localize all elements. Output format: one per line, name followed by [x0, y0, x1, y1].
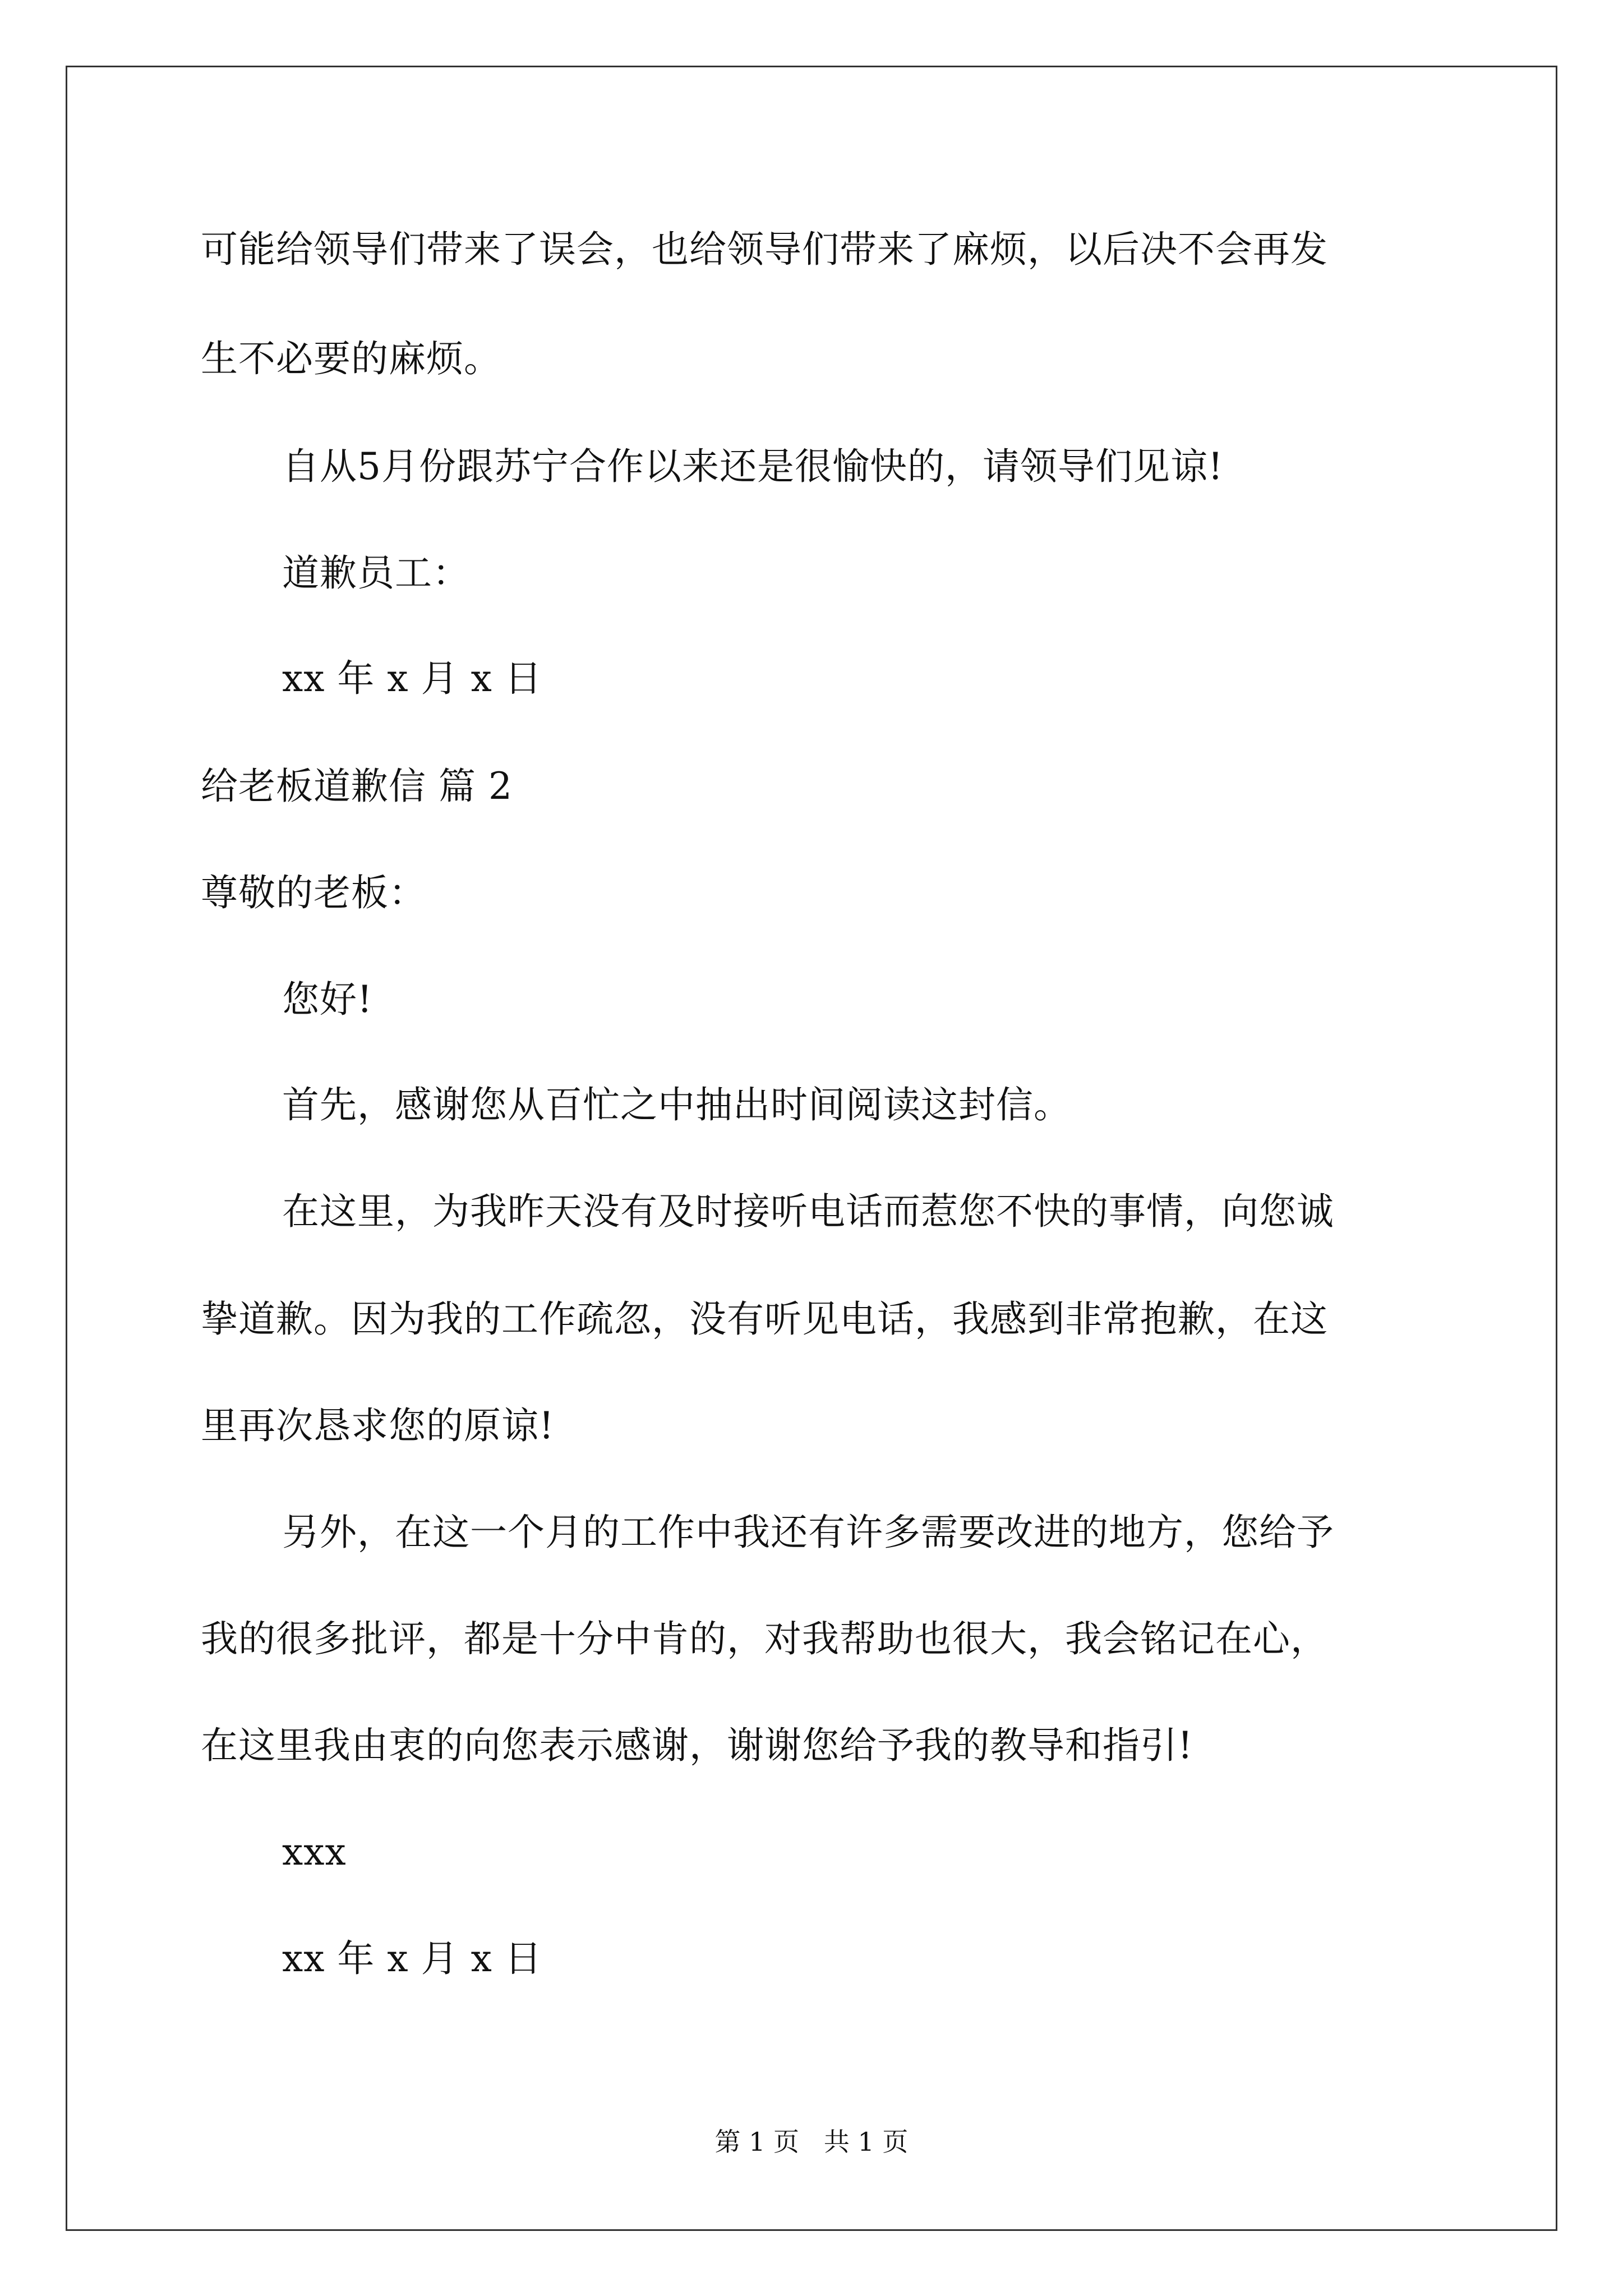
body-line-3: 自从5月份跟苏宁合作以来还是很愉快的，请领导们见谅!: [282, 445, 1224, 488]
body-line-14: 我的很多批评，都是十分中肯的，对我帮助也很大，我会铭记在心，: [201, 1617, 1328, 1660]
page-border: [66, 66, 1557, 2231]
signature-name: xxx: [282, 1830, 347, 1874]
body-line-12: 里再次恳求您的原谅!: [201, 1404, 555, 1447]
body-line-11: 挚道歉。因为我的工作疏忽，没有听见电话，我感到非常抱歉，在这: [201, 1297, 1328, 1341]
body-line-13: 另外，在这一个月的工作中我还有许多需要改进的地方，您给予: [282, 1511, 1334, 1554]
salutation: 尊敬的老板：: [201, 871, 426, 914]
date-line-1: xx 年 x 月 x 日: [282, 657, 542, 700]
signature-label: 道歉员工：: [282, 551, 470, 595]
body-line-15: 在这里我由衷的向您表示感谢，谢谢您给予我的教导和指引!: [201, 1724, 1193, 1767]
page-footer: 第 1 页 共 1 页: [714, 2127, 909, 2157]
section-heading: 给老板道歉信 篇 2: [201, 765, 513, 808]
body-line-2: 生不必要的麻烦。: [201, 337, 501, 380]
date-line-2: xx 年 x 月 x 日: [282, 1937, 542, 1980]
body-line-9: 首先，感谢您从百忙之中抽出时间阅读这封信。: [282, 1083, 1071, 1126]
greeting: 您好!: [282, 978, 373, 1021]
body-line-1: 可能给领导们带来了误会，也给领导们带来了麻烦，以后决不会再发: [201, 228, 1328, 271]
body-line-10: 在这里，为我昨天没有及时接听电话而惹您不快的事情，向您诚: [282, 1190, 1334, 1233]
